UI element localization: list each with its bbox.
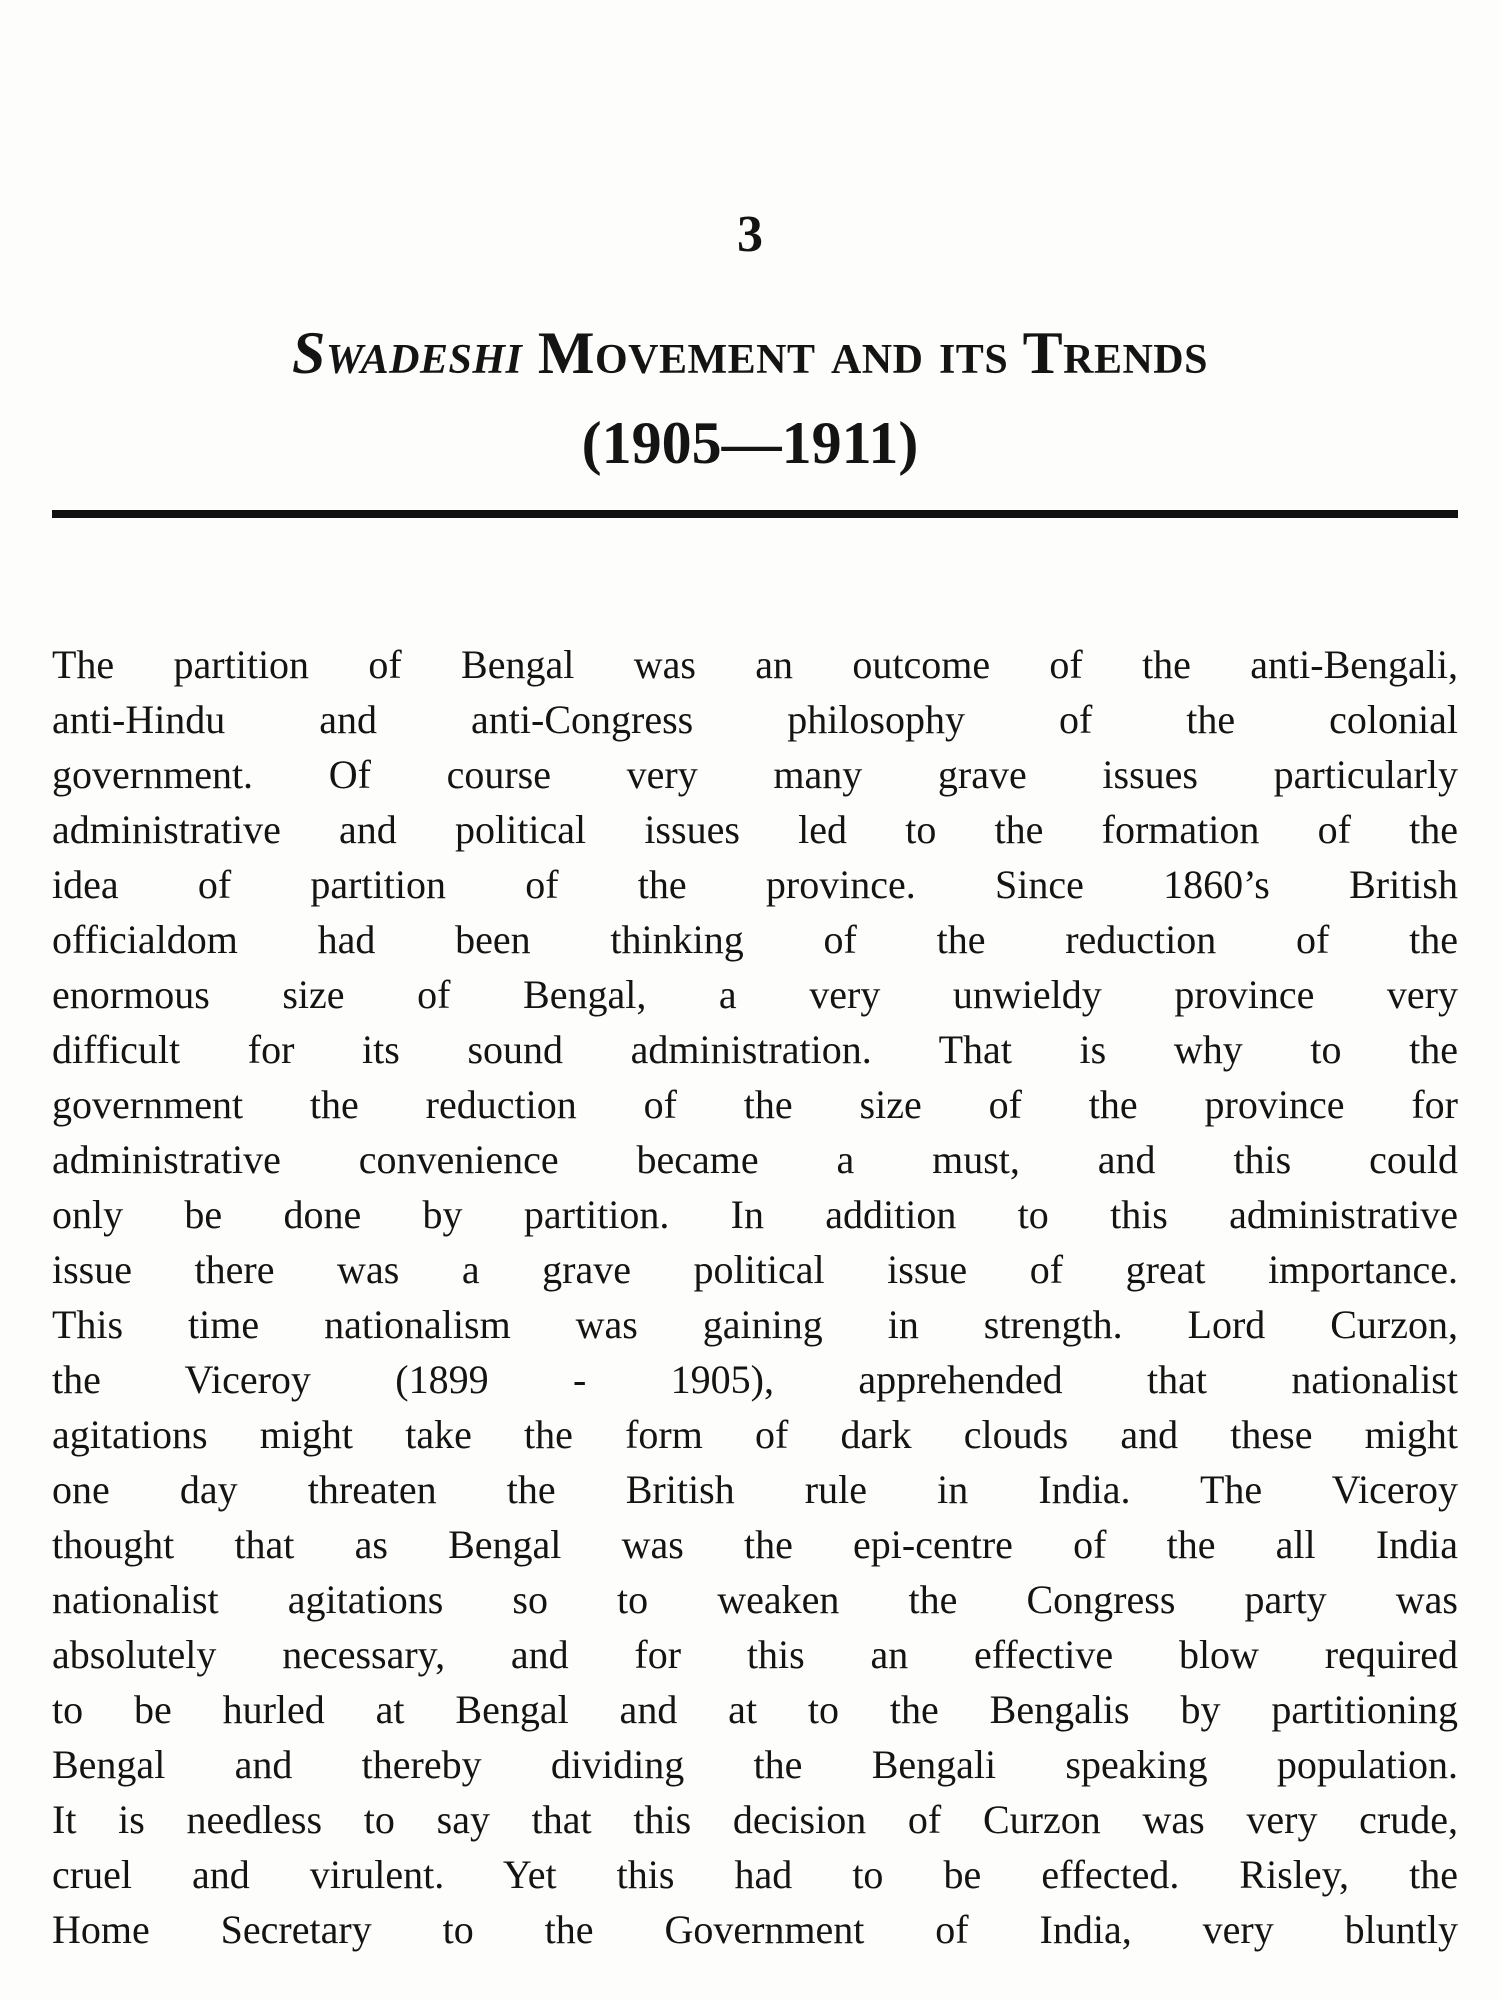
chapter-title-italic: Swadeshi (292, 320, 523, 386)
text-line: enormous size of Bengal, a very unwieldy province very (52, 972, 1458, 1017)
title-divider (52, 510, 1458, 518)
text-line: difficult for its sound administration. That is why to the (52, 1027, 1458, 1072)
text-line: It is needless to say that this decision of Curzon was very crude, (52, 1797, 1458, 1842)
text-line: This time nationalism was gaining in strength. Lord Curzon, (52, 1302, 1458, 1347)
body-paragraph (52, 637, 1458, 1957)
chapter-title (60, 318, 1440, 388)
text-line: government. Of course very many grave issues particularly (52, 752, 1458, 797)
text-line: agitations might take the form of dark clouds and these might (52, 1412, 1458, 1457)
text-line: issue there was a grave political issue of great importance. (52, 1247, 1458, 1292)
text-line: absolutely necessary, and for this an effective blow required (52, 1632, 1458, 1677)
text-line: nationalist agitations so to weaken the Congress party was (52, 1577, 1458, 1622)
text-line: government the reduction of the size of the province for (52, 1082, 1458, 1127)
text-line: anti-Hindu and anti-Congress philosophy of the colonial (52, 697, 1458, 742)
text-line: one day threaten the British rule in India. The Viceroy (52, 1467, 1458, 1512)
text-line: The partition of Bengal was an outcome of the anti-Bengali, (52, 642, 1458, 687)
text-line: Bengal and thereby dividing the Bengali speaking population. (52, 1742, 1458, 1787)
text-line: to be hurled at Bengal and at to the Bengalis by partitioning (52, 1687, 1458, 1732)
text-line: the Viceroy (1899 - 1905), apprehended that nationalist (52, 1357, 1458, 1402)
text-line: administrative convenience became a must, and this could (52, 1137, 1458, 1182)
text-line: only be done by partition. In addition to this administrative (52, 1192, 1458, 1237)
chapter-years: (1905—1911) (581, 410, 919, 476)
text-line: Home Secretary to the Government of India, very bluntly (52, 1907, 1458, 1952)
chapter-number: 3 (737, 206, 763, 263)
text-line: thought that as Bengal was the epi-centre of the all India (52, 1522, 1458, 1567)
text-line: officialdom had been thinking of the reduction of the (52, 917, 1458, 962)
text-line: administrative and political issues led to the formation of the (52, 807, 1458, 852)
text-line: idea of partition of the province. Since 1860’s British (52, 862, 1458, 907)
text-line: cruel and virulent. Yet this had to be effected. Risley, the (52, 1852, 1458, 1897)
chapter-title-rest: Movement and its Trends (522, 320, 1208, 386)
